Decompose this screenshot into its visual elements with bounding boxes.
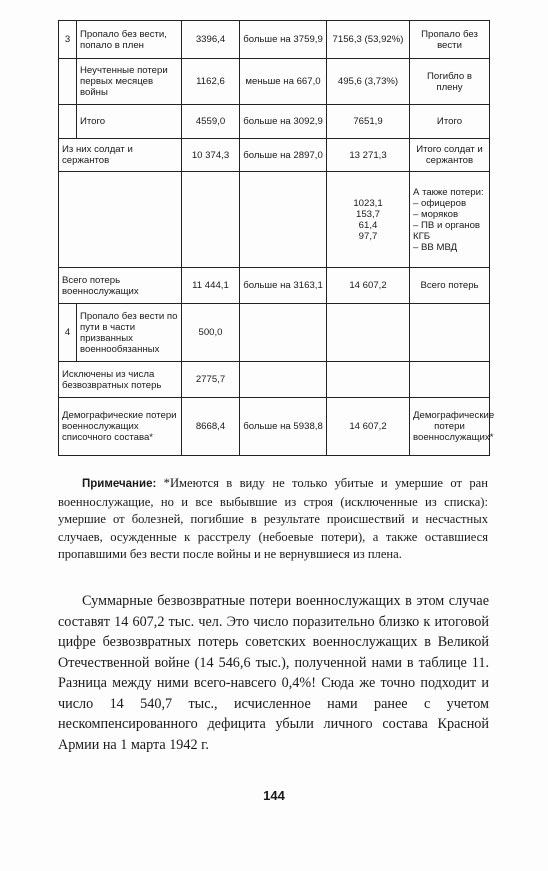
row-label: Пропало без вести по пути в части призванных военнообязанных <box>77 304 182 362</box>
losses-table <box>58 20 495 456</box>
table-row <box>59 59 490 105</box>
row-number: 4 <box>59 304 77 362</box>
empty-cell <box>59 172 182 268</box>
row-number: 3 <box>59 21 77 59</box>
empty-cell <box>240 362 327 398</box>
paragraph-text: Суммарные безвозвратные потери военнослужащих в этом случае составят 14 607,2 тыс. чел. Это число поразительно близко к итоговой цифре безвозвратных потерь советских военнослужащих в Великой Отечественной войне (14 546,6 тыс.), полученной нами в таблице 11. Разница между ними всего-навсего 0,4%! Сюда же точно подходит и число 14 540,7 тыс., исчисленное нами ранее с учетом нескомпенсированного дефицита убыли личного состава Красной Армии на 1 марта 1942 г. <box>58 593 489 753</box>
cell-value: 7156,3 (53,92%) <box>327 21 410 59</box>
cell-value: 14 607,2 <box>327 398 410 456</box>
row-label: Пропало без вести, попало в плен <box>77 21 182 59</box>
row-label: Исключены из числа безвозвратных потерь <box>59 362 182 398</box>
cell-value: 1162,6 <box>182 59 240 105</box>
cell-label: Пропало без вести <box>410 21 490 59</box>
cell-value: 11 444,1 <box>182 268 240 304</box>
empty-cell <box>410 304 490 362</box>
cell-value: 7651,9 <box>327 105 410 139</box>
empty-cell <box>327 362 410 398</box>
empty-cell <box>59 105 77 139</box>
cell-label: Итого солдат и сержантов <box>410 139 490 172</box>
empty-cell <box>240 304 327 362</box>
officer-losses-values: 1023,1 153,7 61,4 97,7 <box>327 172 410 268</box>
cell-difference: больше на 3092,9 <box>240 105 327 139</box>
row-label: Всего потерь военнослужащих <box>59 268 182 304</box>
table-row <box>59 362 490 398</box>
table-row <box>59 21 490 59</box>
cell-value: 8668,4 <box>182 398 240 456</box>
cell-difference: больше на 2897,0 <box>240 139 327 172</box>
cell-difference: больше на 3163,1 <box>240 268 327 304</box>
empty-cell <box>182 172 240 268</box>
empty-cell <box>327 304 410 362</box>
cell-value: 14 607,2 <box>327 268 410 304</box>
row-label: Неучтенные потери первых месяцев войны <box>77 59 182 105</box>
body-paragraph <box>58 591 489 755</box>
footnote-text: *Имеются в виду не только убитые и умершие от ран военнослужащие, но и все выбывшие из строя (исключенные из списка): умершие от болезней, погибшие в результате происшествий и несчастных случаев, осужденные к расстрелу (небоевые потери), а также оставшиеся пропавшими без вести после войны и не вернувшиеся из плена. <box>58 476 488 561</box>
table-row <box>59 172 490 268</box>
table-row <box>59 398 490 456</box>
table-row <box>59 268 490 304</box>
officer-losses-labels: А также потери: – офицеров – моряков – ПВ и органов КГБ – ВВ МВД <box>410 172 490 268</box>
cell-difference: больше на 5938,8 <box>240 398 327 456</box>
cell-difference: меньше на 667,0 <box>240 59 327 105</box>
cell-value: 2775,7 <box>182 362 240 398</box>
cell-value: 3396,4 <box>182 21 240 59</box>
row-label: Из них солдат и сержантов <box>59 139 182 172</box>
cell-value: 13 271,3 <box>327 139 410 172</box>
cell-label: Демографические потери военнослужащих* <box>410 398 490 456</box>
row-label: Итого <box>77 105 182 139</box>
cell-value: 500,0 <box>182 304 240 362</box>
footnote-label: Примечание: <box>82 478 157 490</box>
cell-difference: больше на 3759,9 <box>240 21 327 59</box>
empty-cell <box>240 172 327 268</box>
empty-cell <box>59 59 77 105</box>
table-row <box>59 304 490 362</box>
table-row <box>59 139 490 172</box>
table-row <box>59 105 490 139</box>
cell-value: 495,6 (3,73%) <box>327 59 410 105</box>
cell-value: 4559,0 <box>182 105 240 139</box>
page-number: 144 <box>263 788 285 803</box>
cell-value: 10 374,3 <box>182 139 240 172</box>
empty-cell <box>410 362 490 398</box>
table-footnote <box>58 475 488 564</box>
row-label: Демографические потери военнослужащих списочного состава* <box>59 398 182 456</box>
cell-label: Всего потерь <box>410 268 490 304</box>
cell-label: Итого <box>410 105 490 139</box>
cell-label: Погибло в плену <box>410 59 490 105</box>
